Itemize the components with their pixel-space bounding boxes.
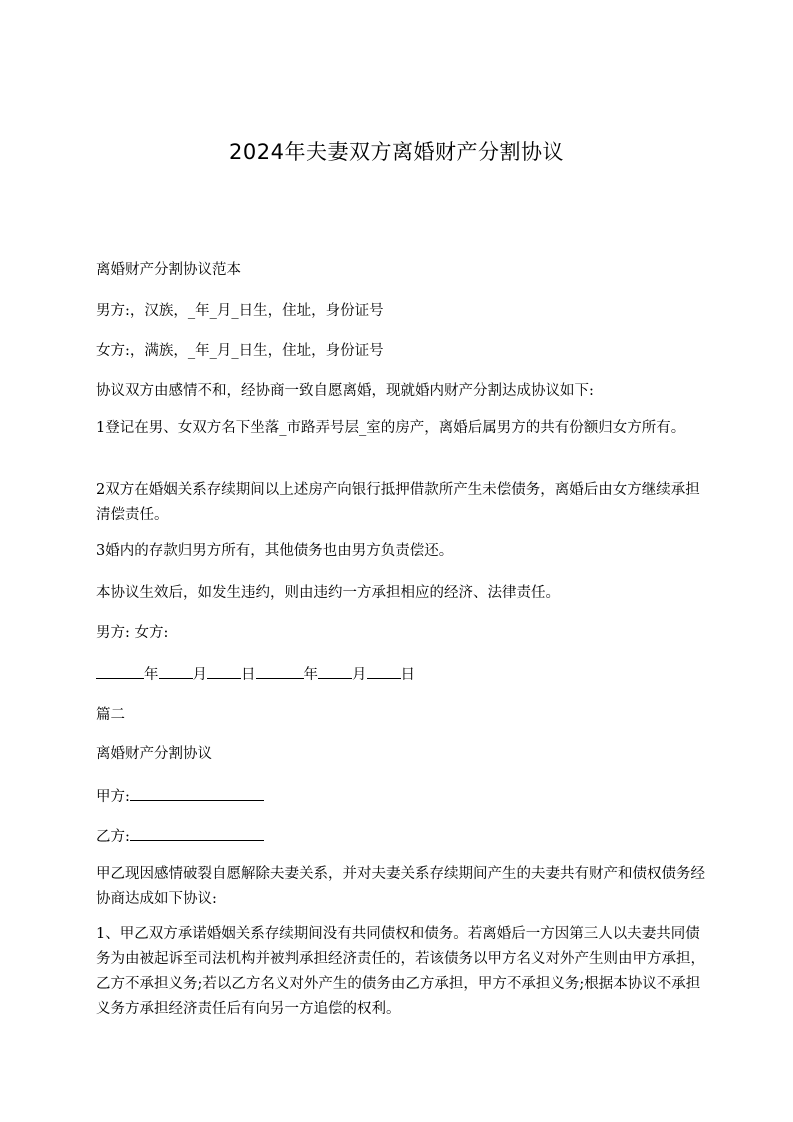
- party-a-label: 甲方:: [96, 789, 130, 805]
- agreement-intro: 协议双方由感情不和，经协商一致自愿离婚，现就婚内财产分割达成协议如下:: [96, 383, 594, 399]
- month-label-1: 月: [192, 667, 207, 683]
- party-a-line: [96, 783, 711, 810]
- section2-intro: 甲乙现因感情破裂自愿解除夫妻关系，并对夫妻关系存续期间产生的夫妻共有财产和债权债务经协商达成如下协议:: [96, 866, 705, 907]
- male-party-info: 男方:，汉族，_年_月_日生，住址，身份证号: [96, 303, 384, 319]
- party-a-blank[interactable]: [130, 783, 264, 801]
- day-label-2: 日: [400, 667, 415, 683]
- party-b-blank[interactable]: [130, 823, 264, 841]
- day-blank-2[interactable]: [367, 661, 401, 679]
- clause-3-savings: 3婚内的存款归男方所有，其他债务也由男方负责偿还。: [96, 543, 454, 559]
- party-b-label: 乙方:: [96, 829, 130, 845]
- year-label-2: 年: [303, 667, 318, 683]
- section1-heading: 离婚财产分割协议范本: [96, 262, 241, 278]
- clause-1-property: 1登记在男、女双方名下坐落_市路弄号层_室的房产，离婚后属男方的共有份额归女方所有。: [96, 420, 686, 436]
- document-title: 2024年夫妻双方离婚财产分割协议: [229, 140, 564, 164]
- party-b-line: [96, 823, 711, 850]
- female-party-info: 女方:，满族，_年_月_日生，住址，身份证号: [96, 343, 384, 359]
- month-label-2: 月: [352, 667, 367, 683]
- day-blank-1[interactable]: [207, 661, 241, 679]
- month-blank-1[interactable]: [159, 661, 193, 679]
- breach-clause: 本协议生效后，如发生违约，则由违约一方承担相应的经济、法律责任。: [96, 585, 560, 601]
- signature-line: 男方: 女方:: [96, 625, 169, 641]
- day-label-1: 日: [241, 667, 256, 683]
- year-label-1: 年: [144, 667, 159, 683]
- date-line: [96, 661, 711, 688]
- section2-heading: 离婚财产分割协议: [96, 746, 212, 762]
- year-blank-1[interactable]: [96, 661, 144, 679]
- clause-2-debt: 2双方在婚姻关系存续期间以上述房产向银行抵押借款所产生未偿债务，离婚后由女方继续承担清偿责任。: [96, 482, 700, 523]
- section2-clause-1: 1、甲乙双方承诺婚姻关系存续期间没有共同债权和债务。若离婚后一方因第三人以夫妻共同债务为由被起诉至司法机构并被判承担经济责任的，若该债务以甲方名义对外产生则由甲方承担，乙方不承担义务;若以乙方名义对外产生的债务由乙方承担，甲方不承担义务;根据本协议不承担义务方承担经济责任后有向另一方追偿的权利。: [96, 926, 705, 1017]
- month-blank-2[interactable]: [318, 661, 352, 679]
- year-blank-2[interactable]: [256, 661, 304, 679]
- section2-label: 篇二: [96, 707, 125, 723]
